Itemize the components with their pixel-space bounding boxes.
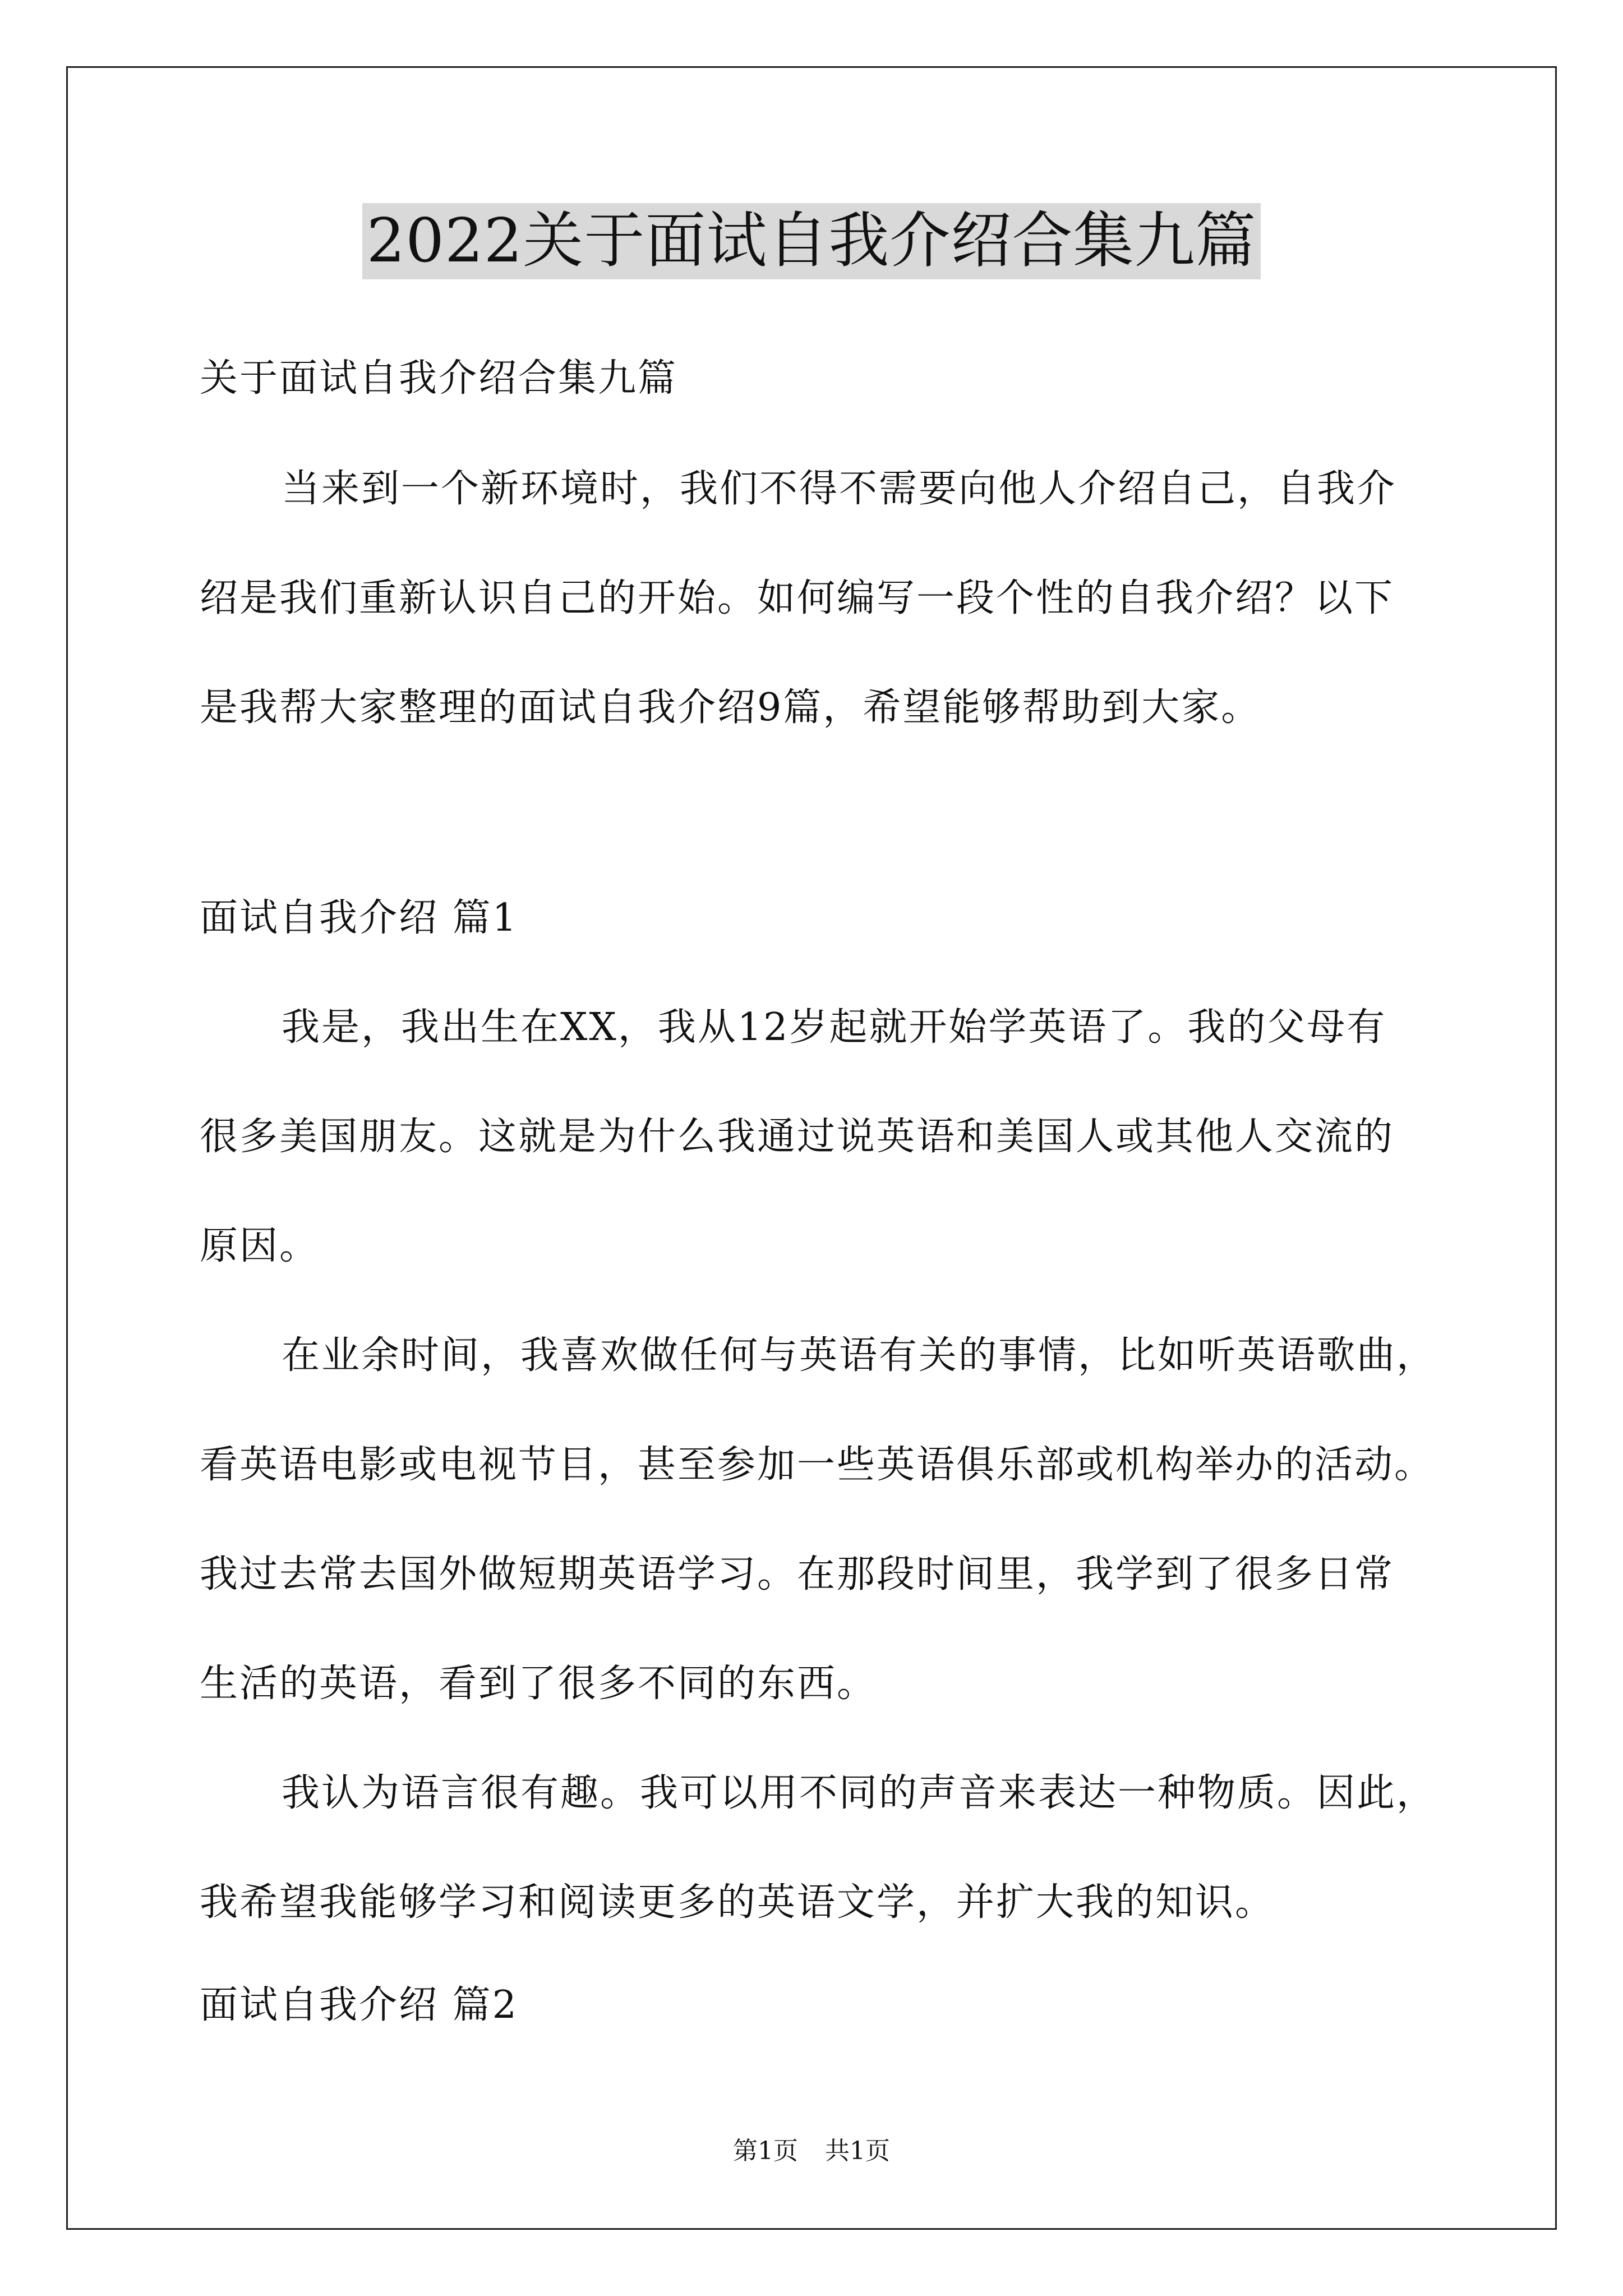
s1-p3-line-1: 我认为语言很有趣。我可以用不同的声音来表达一种物质。因此， [282, 1771, 1437, 1815]
s1-p2-line-4: 生活的英语，看到了很多不同的东西。 [200, 1662, 877, 1706]
s1-p3-line-2: 我希望我能够学习和阅读更多的英语文学，并扩大我的知识。 [200, 1880, 1275, 1925]
intro-line-3: 是我帮大家整理的面试自我介绍9篇，希望能够帮助到大家。 [200, 685, 1261, 730]
section-heading-1: 面试自我介绍 篇1 [200, 896, 518, 940]
page-footer [0, 2136, 1623, 2167]
s1-p1-line-3: 原因。 [200, 1224, 320, 1268]
s1-p1-line-2: 很多美国朋友。这就是为什么我通过说英语和美国人或其他人交流的 [200, 1115, 1395, 1159]
section-heading-2: 面试自我介绍 篇2 [200, 1983, 518, 2027]
s1-p2-line-3: 我过去常去国外做短期英语学习。在那段时间里，我学到了很多日常 [200, 1552, 1395, 1596]
intro-line-2: 绍是我们重新认识自己的开始。如何编写一段个性的自我介绍？以下 [200, 576, 1395, 620]
s1-p2-line-1: 在业余时间，我喜欢做任何与英语有关的事情，比如听英语歌曲， [282, 1333, 1437, 1378]
document-title: 2022关于面试自我介绍合集九篇 [362, 203, 1261, 279]
intro-line-1: 当来到一个新环境时，我们不得不需要向他人介绍自己，自我介 [282, 467, 1397, 511]
page-number-total: 共1页 [825, 2137, 890, 2165]
document-subtitle: 关于面试自我介绍合集九篇 [200, 356, 678, 401]
title-container [0, 203, 1623, 279]
s1-p1-line-1: 我是，我出生在XX，我从12岁起就开始学英语了。我的父母有 [282, 1005, 1387, 1050]
page-number-current: 第1页 [733, 2137, 798, 2165]
s1-p2-line-2: 看英语电影或电视节目，甚至参加一些英语俱乐部或机构举办的活动。 [200, 1443, 1435, 1487]
